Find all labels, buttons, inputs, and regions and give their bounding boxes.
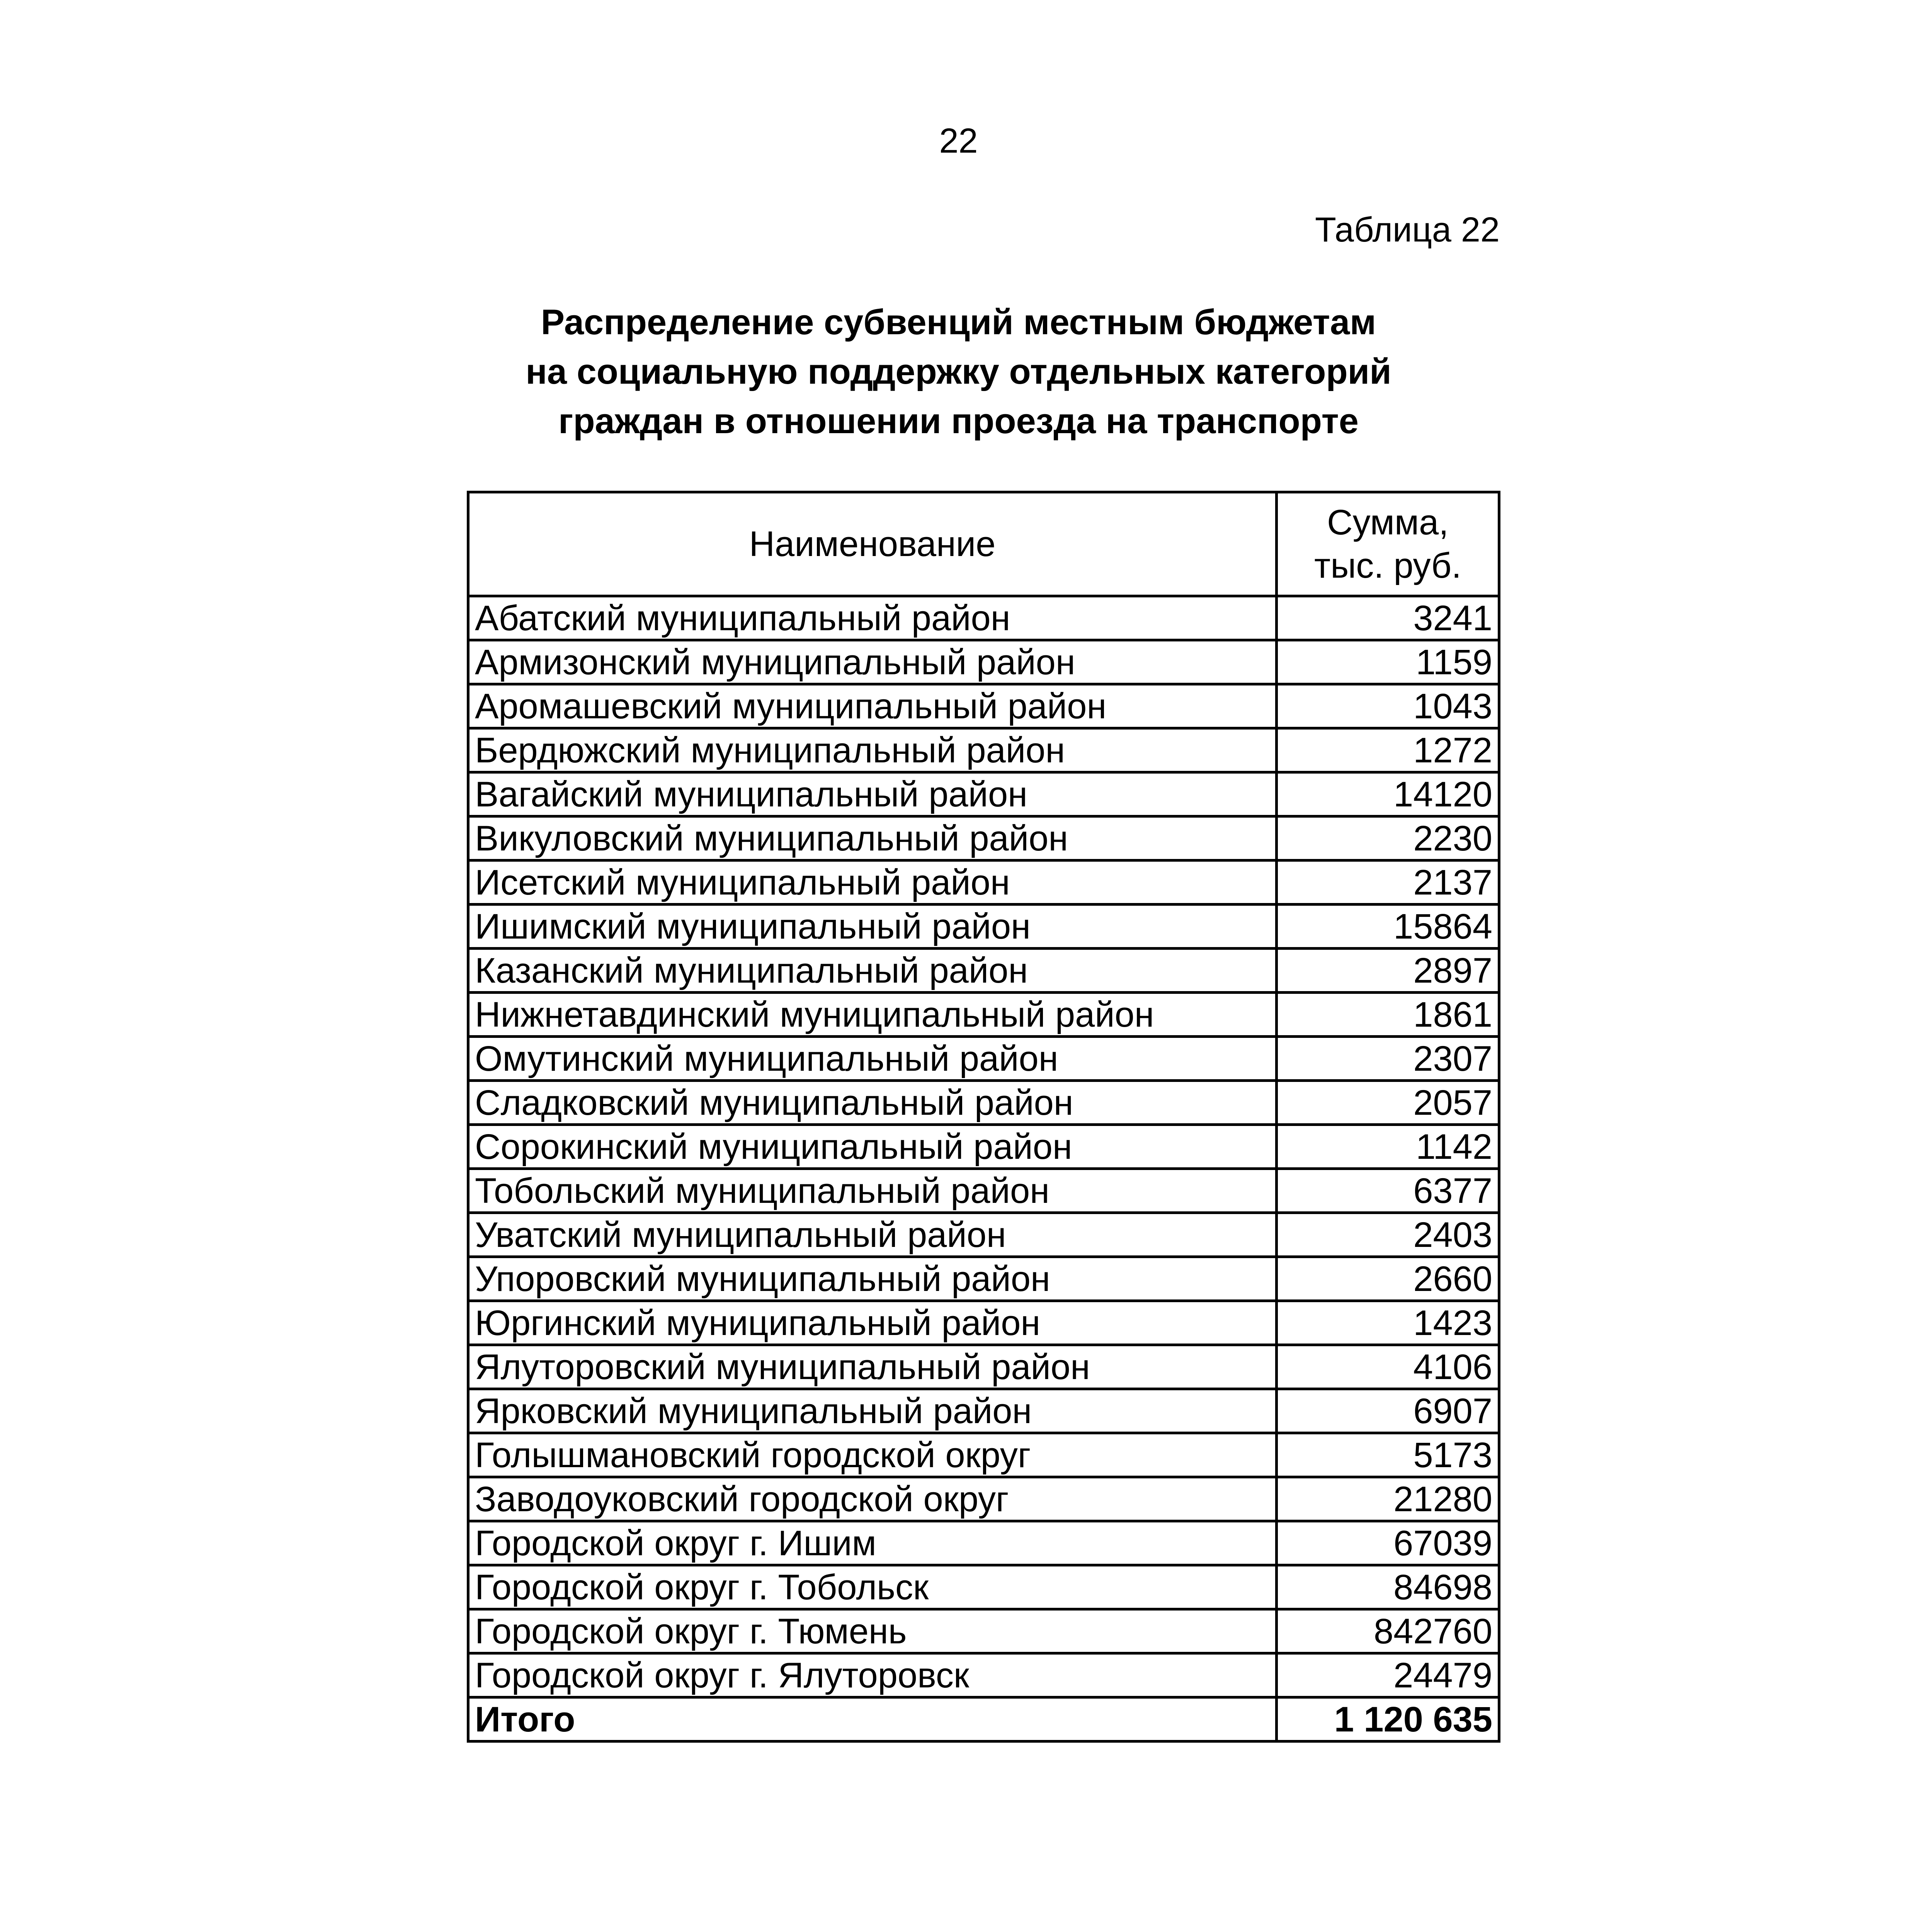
title-line: Распределение субвенций местным бюджетам — [541, 303, 1376, 342]
total-label: Итого — [468, 1697, 1277, 1742]
table-row — [468, 1301, 1499, 1345]
table-row — [468, 684, 1499, 728]
row-sum-cell: 67039 — [1277, 1521, 1499, 1565]
row-name-cell: Городской округ г. Тюмень — [468, 1609, 1277, 1653]
row-name-cell: Бердюжский муниципальный район — [468, 728, 1277, 772]
table-row — [468, 861, 1499, 905]
table-row — [468, 1389, 1499, 1433]
title-line: на социальную поддержку отдельных категорий — [526, 352, 1391, 391]
table-row — [468, 1037, 1499, 1081]
row-sum-cell: 84698 — [1277, 1565, 1499, 1609]
table-label: Таблица 22 — [1315, 211, 1500, 249]
row-name-cell: Абатский муниципальный район — [468, 596, 1277, 640]
row-name-cell: Упоровский муниципальный район — [468, 1257, 1277, 1301]
row-name-cell: Нижнетавдинский муниципальный район — [468, 993, 1277, 1037]
row-name-cell: Армизонский муниципальный район — [468, 640, 1277, 684]
header-name: Наименование — [468, 492, 1277, 596]
table-row — [468, 1477, 1499, 1521]
table-row — [468, 816, 1499, 861]
row-sum-cell: 6377 — [1277, 1169, 1499, 1213]
table-row — [468, 993, 1499, 1037]
row-sum-cell: 4106 — [1277, 1345, 1499, 1389]
row-sum-cell: 3241 — [1277, 596, 1499, 640]
header-sum-line2: тыс. руб. — [1314, 546, 1461, 585]
table-row — [468, 1345, 1499, 1389]
row-name-cell: Викуловский муниципальный район — [468, 816, 1277, 861]
row-name-cell: Тобольский муниципальный район — [468, 1169, 1277, 1213]
total-row — [468, 1697, 1499, 1742]
table-row — [468, 1521, 1499, 1565]
row-name-cell: Ярковский муниципальный район — [468, 1389, 1277, 1433]
row-sum-cell: 2307 — [1277, 1037, 1499, 1081]
table-row — [468, 1257, 1499, 1301]
row-sum-cell: 2137 — [1277, 861, 1499, 905]
document-title — [0, 298, 1917, 446]
row-sum-cell: 1043 — [1277, 684, 1499, 728]
row-name-cell: Заводоуковский городской округ — [468, 1477, 1277, 1521]
row-sum-cell: 15864 — [1277, 905, 1499, 949]
row-sum-cell: 2403 — [1277, 1213, 1499, 1257]
table-body — [468, 596, 1499, 1742]
table-row — [468, 905, 1499, 949]
row-sum-cell: 6907 — [1277, 1389, 1499, 1433]
row-sum-cell: 1423 — [1277, 1301, 1499, 1345]
table-row — [468, 728, 1499, 772]
table-row — [468, 1653, 1499, 1697]
total-sum: 1 120 635 — [1277, 1697, 1499, 1742]
table-row — [468, 949, 1499, 993]
table-row — [468, 1213, 1499, 1257]
table-row — [468, 1169, 1499, 1213]
row-sum-cell: 24479 — [1277, 1653, 1499, 1697]
row-sum-cell: 2230 — [1277, 816, 1499, 861]
row-sum-cell: 2057 — [1277, 1081, 1499, 1125]
row-sum-cell: 5173 — [1277, 1433, 1499, 1477]
row-name-cell: Ишимский муниципальный район — [468, 905, 1277, 949]
row-sum-cell: 2660 — [1277, 1257, 1499, 1301]
row-name-cell: Городской округ г. Ишим — [468, 1521, 1277, 1565]
row-name-cell: Омутинский муниципальный район — [468, 1037, 1277, 1081]
row-sum-cell: 1159 — [1277, 640, 1499, 684]
row-name-cell: Сорокинский муниципальный район — [468, 1125, 1277, 1169]
row-name-cell: Уватский муниципальный район — [468, 1213, 1277, 1257]
header-sum-line1: Сумма, — [1327, 503, 1449, 542]
subvention-table — [467, 491, 1500, 1743]
row-name-cell: Городской округ г. Ялуторовск — [468, 1653, 1277, 1697]
row-sum-cell: 21280 — [1277, 1477, 1499, 1521]
table-row — [468, 596, 1499, 640]
table-row — [468, 1609, 1499, 1653]
table-row — [468, 1081, 1499, 1125]
table-row — [468, 640, 1499, 684]
row-name-cell: Городской округ г. Тобольск — [468, 1565, 1277, 1609]
table-row — [468, 1125, 1499, 1169]
row-sum-cell: 1272 — [1277, 728, 1499, 772]
row-name-cell: Юргинский муниципальный район — [468, 1301, 1277, 1345]
header-sum — [1277, 492, 1499, 596]
row-sum-cell: 842760 — [1277, 1609, 1499, 1653]
page-number: 22 — [939, 122, 978, 160]
row-sum-cell: 1142 — [1277, 1125, 1499, 1169]
row-name-cell: Голышмановский городской округ — [468, 1433, 1277, 1477]
row-name-cell: Вагайский муниципальный район — [468, 772, 1277, 816]
row-sum-cell: 1861 — [1277, 993, 1499, 1037]
table-row — [468, 1565, 1499, 1609]
table-row — [468, 772, 1499, 816]
title-line: граждан в отношении проезда на транспорте — [558, 401, 1359, 441]
row-name-cell: Ялуторовский муниципальный район — [468, 1345, 1277, 1389]
row-sum-cell: 2897 — [1277, 949, 1499, 993]
row-name-cell: Исетский муниципальный район — [468, 861, 1277, 905]
row-name-cell: Сладковский муниципальный район — [468, 1081, 1277, 1125]
row-name-cell: Аромашевский муниципальный район — [468, 684, 1277, 728]
row-name-cell: Казанский муниципальный район — [468, 949, 1277, 993]
row-sum-cell: 14120 — [1277, 772, 1499, 816]
table-header-row — [468, 492, 1499, 596]
table-row — [468, 1433, 1499, 1477]
